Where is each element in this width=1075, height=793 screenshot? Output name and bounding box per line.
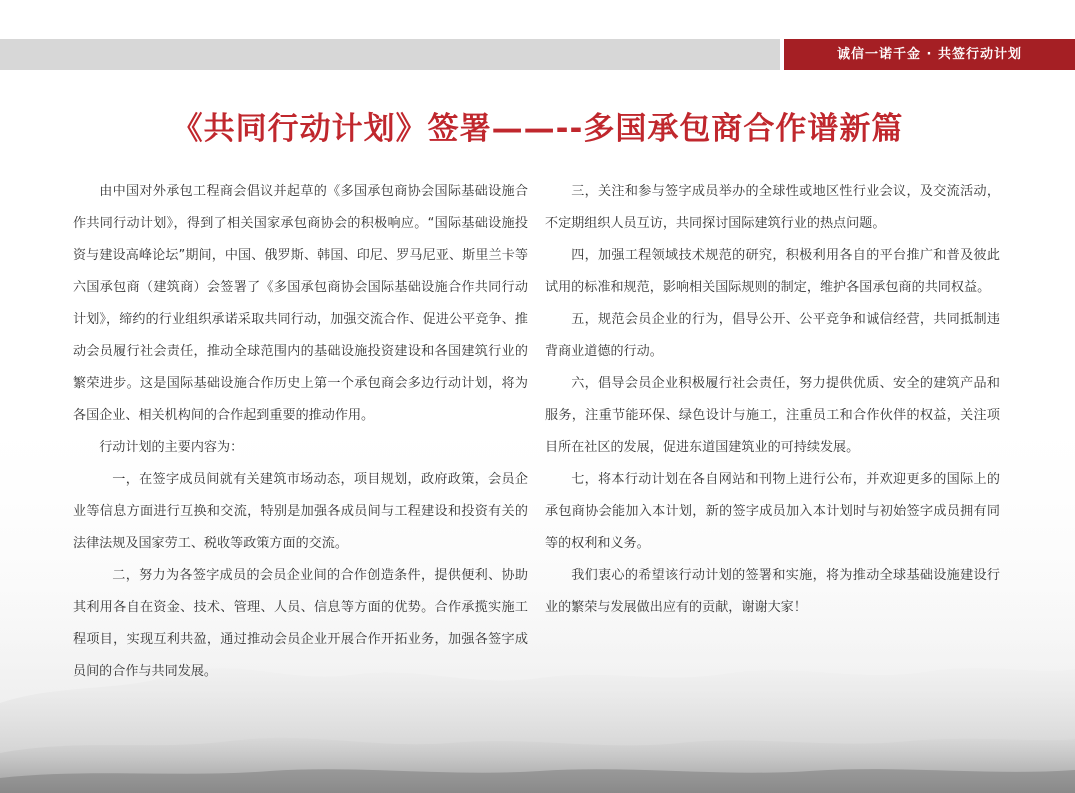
right-column [545, 176, 1000, 624]
paragraph: 行动计划的主要内容为： [99, 440, 244, 455]
paragraph: 三，关注和参与签字成员举办的全球性或地区性行业会议，及交流活动，不定期组织人员互访，共同探讨国际建筑行业的热点问题。 [545, 184, 1000, 231]
paragraph: 由中国对外承包工程商会倡议并起草的《多国承包商协会国际基础设施合作共同行动计划》，得到了相关国家承包商协会的积极响应。“国际基础设施投资与建设高峰论坛”期间，中国、俄罗斯、韩国、印尼、罗马尼亚、斯里兰卡等六国承包商（建筑商）会签署了《多国承包商协会国际基础设施合作共同行动计划》，缔约的行业组织承诺采取共同行动，加强交流合作、促进公平竞争、推动会员履行社会责任，推动全球范围内的基础设施投资建设和各国建筑行业的繁荣进步。这是国际基础设施合作历史上第一个承包商会多边行动计划，将为各国企业、相关机构间的合作起到重要的推动作用。 [73, 184, 528, 423]
header-gray-band [0, 39, 780, 70]
left-column [73, 176, 528, 688]
paragraph: 我们衷心的希望该行动计划的签署和实施，将为推动全球基础设施建设行业的繁荣与发展做出应有的贡献，谢谢大家！ [545, 568, 1000, 615]
paragraph: 五，规范会员企业的行为，倡导公开、公平竞争和诚信经营，共同抵制违背商业道德的行动。 [545, 312, 1000, 359]
article-title: 《共同行动计划》签署——--多国承包商合作谱新篇 [171, 111, 904, 147]
paragraph: 六，倡导会员企业积极履行社会责任，努力提供优质、安全的建筑产品和服务，注重节能环保、绿色设计与施工，注重员工和合作伙伴的权益，关注项目所在社区的发展，促进东道国建筑业的可持续发展。 [545, 376, 1000, 455]
paragraph: 一，在签字成员间就有关建筑市场动态，项目规划，政府政策，会员企业等信息方面进行互换和交流，特别是加强各成员间与工程建设和投资有关的法律法规及国家劳工、税收等政策方面的交流。 [73, 472, 528, 551]
paragraph: 四，加强工程领域技术规范的研究，积极利用各自的平台推广和普及彼此试用的标准和规范，影响相关国际规则的制定，维护各国承包商的共同权益。 [545, 248, 1000, 295]
paragraph: 二，努力为各签字成员的会员企业间的合作创造条件，提供便利、协助其利用各自在资金、技术、管理、人员、信息等方面的优势。合作承揽实施工程项目，实现互利共盈，通过推动会员企业开展合作开拓业务，加强各签字成员间的合作与共同发展。 [73, 568, 528, 679]
paragraph: 七，将本行动计划在各自网站和刊物上进行公布，并欢迎更多的国际上的承包商协会能加入本计划，新的签字成员加入本计划时与初始签字成员拥有同等的权利和义务。 [545, 472, 1000, 551]
header-tag: 诚信一诺千金 · 共签行动计划 [784, 39, 1075, 70]
